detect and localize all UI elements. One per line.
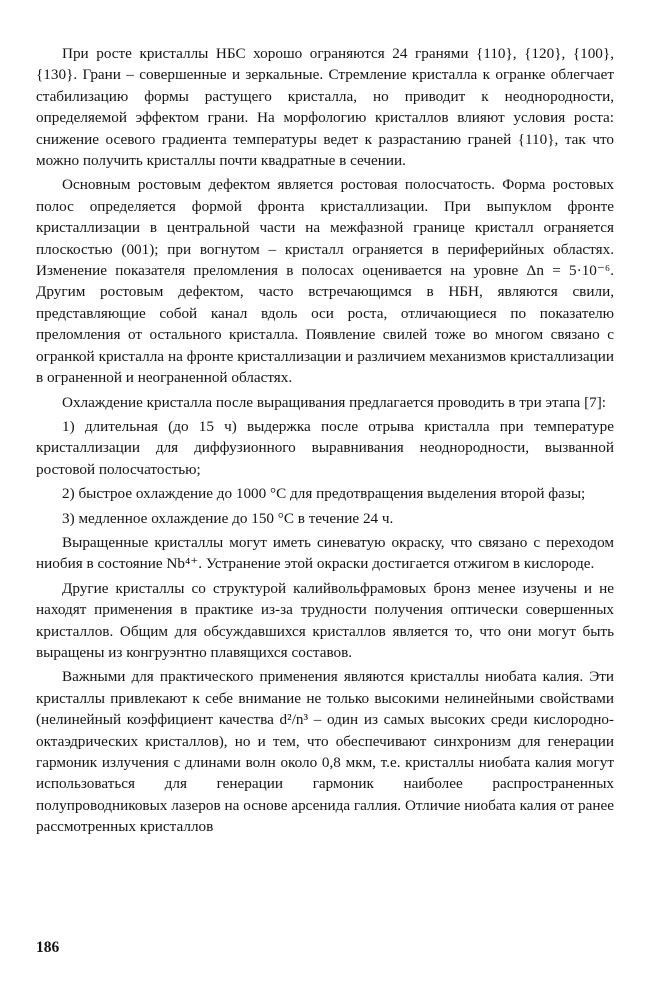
page-number: 186 — [36, 939, 60, 956]
paragraph-bluish-coloring: Выращенные кристаллы могут иметь синеватую окраску, что связано с переходом ниобия в состояние Nb⁴⁺. Устранение этой окраски достигается отжигом в кислороде. — [36, 533, 614, 573]
paragraph-cooling-intro: Охлаждение кристалла после выращивания предлагается проводить в три этапа [7]: — [62, 393, 607, 411]
body-text — [36, 43, 614, 838]
list-item-cooling-step-3: 3) медленное охлаждение до 150 °C в течение 24 ч. — [62, 509, 394, 527]
list-item-cooling-step-2: 2) быстрое охлаждение до 1000 °C для предотвращения выделения второй фазы; — [62, 485, 586, 503]
paragraph-tungsten-bronze: Другие кристаллы со структурой калийвольфрамовых бронз менее изучены и не находят применения в практике из-за трудности получения оптически совершенных кристаллов. Общим для обсуждавшихся кристаллов является то, что они могут быть выращены из конгруэнтно плавящихся составов. — [36, 579, 614, 661]
paragraph-potassium-niobate: Важными для практического применения являются кристаллы ниобата калия. Эти кристаллы привлекают к себе внимание не только высокими нелинейными свойствами (нелинейный коэффициент качества d²/n³ – один из самых высоких среди кислородно-октаэдрических кристаллов), но и тем, что обеспечивают синхронизм для генерации гармоник излучения с длинами волн около 0,8 мкм, т.е. кристаллы ниобата калия могут использоваться для генерации гармоник наиболее распространенных полупроводниковых лазеров на основе арсенида галлия. Отличие ниобата калия от ранее рассмотренных кристаллов — [36, 668, 614, 836]
list-item-cooling-step-1: 1) длительная (до 15 ч) выдержка после отрыва кристалла при температуре кристаллизации для диффузионного выравнивания неоднородности, вызванной ростовой полосчатостью; — [36, 417, 614, 478]
paragraph-growth-striations: Основным ростовым дефектом является ростовая полосчатость. Форма ростовых полос определяется формой фронта кристаллизации. При выпуклом фронте кристаллизации в центральной части на межфазной границе кристалл ограняется плоскостью (001); при вогнутом – кристалл ограняется в периферийных областях. Изменение показателя преломления в полосах оценивается на уровне Δn = 5·10⁻⁶. Другим ростовым дефектом, часто встречающимся в НБН, являются свили, представляющие собой канал вдоль оси роста, отличающиеся по показателю преломления от остального кристалла. Появление свилей тоже во многом связано с огранкой кристалла на фронте кристаллизации и различием механизмов кристаллизации в ограненной и неограненной областях. — [36, 176, 614, 387]
paragraph-faceting: При росте кристаллы НБС хорошо ограняются 24 гранями {110}, {120}, {100}, {130}. Грани – совершенные и зеркальные. Стремление кристалла к огранке облегчает стабилизацию формы растущего кристалла, но приводит к неоднородности, определяемой эффектом грани. На морфологию кристаллов влияют условия роста: снижение осевого градиента температуры ведет к разрастанию граней {110}, так что можно получить кристаллы почти квадратные в сечении. — [36, 45, 614, 170]
